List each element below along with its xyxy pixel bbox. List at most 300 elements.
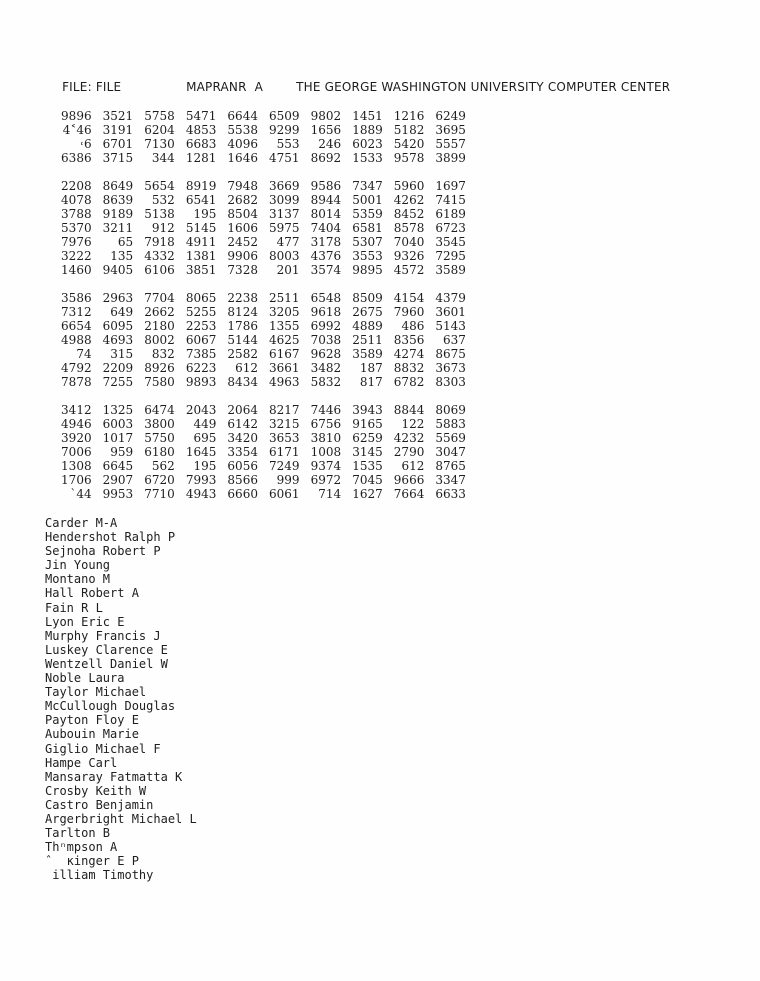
number-cell: 6003	[102, 417, 134, 431]
number-cell: 7312	[61, 305, 92, 319]
name-entry: Argerbright Michael L	[45, 811, 197, 826]
number-cell: 3178	[310, 235, 342, 249]
number-cell: 7404	[310, 221, 342, 235]
number-cell: 6023	[352, 137, 383, 151]
number-row	[50, 207, 466, 221]
number-cell: 3545	[435, 235, 466, 249]
number-cell: 9578	[393, 151, 425, 165]
name-entry: Jin Young	[45, 558, 111, 573]
name-entry: Fain R L	[45, 600, 103, 615]
name-entry: Thⁿmpson A	[45, 840, 118, 855]
number-blocks	[50, 109, 466, 515]
number-cell: 8069	[435, 403, 466, 417]
number-cell: 5975	[269, 221, 300, 235]
number-block	[50, 109, 466, 165]
number-cell: 9953	[102, 487, 134, 501]
number-cell: 5420	[393, 137, 425, 151]
number-cell: 714	[318, 487, 342, 501]
number-cell: 817	[359, 375, 383, 389]
name-entry: Carder M-A	[45, 516, 118, 530]
number-cell: 8014	[310, 207, 342, 221]
number-cell: 8578	[393, 221, 425, 235]
number-cell: 6180	[144, 445, 175, 459]
number-cell: 3553	[352, 249, 383, 263]
number-cell: 8303	[435, 375, 466, 389]
number-cell: 637	[443, 333, 466, 347]
number-cell: 5001	[352, 193, 383, 207]
number-cell: 7038	[310, 333, 342, 347]
number-row	[50, 375, 466, 389]
number-cell: 7040	[393, 235, 425, 249]
number-cell: 8944	[310, 193, 342, 207]
name-entry: Wentzell Daniel W	[45, 656, 168, 671]
name-entry: Tarlton B	[45, 826, 111, 841]
number-cell: 1889	[352, 123, 383, 137]
number-cell: 8692	[310, 151, 342, 165]
number-row	[50, 193, 466, 207]
number-cell: 1627	[352, 487, 383, 501]
number-cell: 5182	[393, 123, 425, 137]
number-cell: 7006	[61, 445, 92, 459]
number-cell: 832	[151, 347, 175, 361]
number-cell: 6548	[310, 291, 342, 305]
name-entry: Luskey Clarence E	[45, 642, 168, 657]
name-entry: Hampe Carl	[45, 755, 118, 770]
number-cell: 65	[117, 235, 134, 249]
number-cell: 695	[193, 431, 217, 445]
number-cell: 8124	[227, 305, 258, 319]
number-cell: 6171	[269, 445, 300, 459]
number-row	[50, 333, 466, 347]
number-cell: 3695	[435, 123, 466, 137]
number-cell: 187	[359, 361, 383, 375]
number-cell: 4625	[269, 333, 300, 347]
number-cell: 7976	[61, 235, 92, 249]
number-cell: 7664	[393, 487, 425, 501]
number-cell: 9628	[310, 347, 342, 361]
number-cell: 195	[193, 207, 217, 221]
number-cell: 1645	[185, 445, 217, 459]
number-cell: 6756	[310, 417, 342, 431]
number-row	[50, 151, 466, 165]
printout-header	[46, 66, 670, 108]
number-cell: 3412	[61, 403, 92, 417]
number-cell: 4943	[185, 487, 217, 501]
number-cell: 3482	[310, 361, 342, 375]
number-cell: 3211	[102, 221, 134, 235]
number-cell: 3715	[102, 151, 134, 165]
name-entry: Castro Benjamin	[45, 797, 154, 812]
number-cell: 3347	[435, 473, 466, 487]
number-cell: 5138	[144, 207, 175, 221]
number-cell: 2582	[227, 347, 258, 361]
number-cell: 3589	[435, 263, 466, 277]
number-cell: 8002	[144, 333, 175, 347]
number-cell: 6581	[352, 221, 383, 235]
number-cell: 6095	[102, 319, 134, 333]
number-cell: 4988	[61, 333, 92, 347]
number-row	[50, 291, 466, 305]
number-cell: 8356	[393, 333, 425, 347]
number-cell: 2907	[102, 473, 134, 487]
number-cell: 6189	[435, 207, 466, 221]
number-cell: 612	[401, 459, 425, 473]
name-entry: Aubouin Marie	[45, 727, 139, 742]
number-cell: 9895	[352, 263, 383, 277]
number-cell: 9326	[393, 249, 425, 263]
number-row	[50, 263, 466, 277]
number-cell: 562	[151, 459, 175, 473]
number-cell: 7130	[144, 137, 175, 151]
number-cell: 9666	[393, 473, 425, 487]
number-cell: 3899	[435, 151, 466, 165]
number-cell: 1786	[227, 319, 258, 333]
number-cell: 2511	[269, 291, 300, 305]
number-cell: 2963	[102, 291, 134, 305]
number-cell: 6061	[269, 487, 300, 501]
number-cell: 6167	[269, 347, 300, 361]
name-entry: Giglio Michael F	[45, 741, 161, 756]
number-cell: 3673	[435, 361, 466, 375]
number-cell: 6056	[227, 459, 258, 473]
number-cell: 8003	[269, 249, 300, 263]
name-entry: Montano M	[45, 572, 111, 587]
number-cell: 2209	[102, 361, 134, 375]
name-entry: Crosby Keith W	[45, 783, 147, 798]
number-cell: 5750	[144, 431, 175, 445]
number-cell: 1533	[352, 151, 383, 165]
number-cell: 7328	[227, 263, 258, 277]
number-cell: ˋ44	[70, 487, 92, 501]
number-cell: 8765	[435, 459, 466, 473]
number-cell: 5569	[435, 431, 466, 445]
name-entry: ˆ κinger E P	[45, 854, 139, 869]
number-cell: 5883	[435, 417, 466, 431]
number-cell: 4963	[269, 375, 300, 389]
number-cell: 135	[110, 249, 134, 263]
number-row	[50, 137, 466, 151]
number-row	[50, 417, 466, 431]
number-cell: 2662	[144, 305, 175, 319]
number-cell: 3099	[269, 193, 300, 207]
number-cell: 3420	[227, 431, 258, 445]
number-cell: 4889	[352, 319, 383, 333]
number-cell: 5832	[310, 375, 342, 389]
number-cell: 4911	[185, 235, 217, 249]
number-cell: 6992	[310, 319, 342, 333]
number-cell: 1355	[269, 319, 300, 333]
number-row	[50, 221, 466, 235]
header-organization: THE GEORGE WASHINGTON UNIVERSITY COMPUTER CENTER	[296, 80, 671, 94]
number-cell: 2043	[185, 403, 217, 417]
number-cell: 6654	[61, 319, 92, 333]
number-cell: 2511	[352, 333, 383, 347]
number-cell: 4946	[61, 417, 92, 431]
number-cell: 2253	[185, 319, 217, 333]
number-cell: 1451	[352, 109, 383, 123]
number-row	[50, 305, 466, 319]
number-cell: 959	[110, 445, 134, 459]
number-cell: 3521	[102, 109, 134, 123]
number-row	[50, 473, 466, 487]
name-entry: Noble Laura	[45, 671, 125, 686]
number-cell: 2238	[227, 291, 258, 305]
number-cell: 612	[235, 361, 258, 375]
number-cell: 195	[193, 459, 217, 473]
number-cell: 3586	[61, 291, 92, 305]
number-cell: 3669	[269, 179, 300, 193]
number-cell: 4232	[393, 431, 425, 445]
number-cell: 6660	[227, 487, 258, 501]
number-cell: 4376	[310, 249, 342, 263]
number-cell: 7255	[102, 375, 134, 389]
number-cell: 7415	[435, 193, 466, 207]
number-cell: 449	[193, 417, 217, 431]
number-cell: 1008	[310, 445, 342, 459]
number-cell: 1706	[61, 473, 92, 487]
number-cell: 9618	[310, 305, 342, 319]
name-list	[45, 516, 197, 882]
number-cell: 8434	[227, 375, 258, 389]
number-row	[50, 459, 466, 473]
number-cell: 5370	[61, 221, 92, 235]
number-cell: 6223	[185, 361, 217, 375]
number-cell: 7918	[144, 235, 175, 249]
number-cell: 4274	[393, 347, 425, 361]
number-cell: 9586	[310, 179, 342, 193]
number-cell: 3851	[185, 263, 217, 277]
number-cell: 4096	[227, 137, 258, 151]
number-cell: 4751	[269, 151, 300, 165]
number-cell: 3215	[269, 417, 300, 431]
number-cell: 7295	[435, 249, 466, 263]
number-cell: 7960	[393, 305, 425, 319]
number-row	[50, 431, 466, 445]
name-entry: McCullough Douglas	[45, 699, 176, 714]
number-cell: 2790	[393, 445, 425, 459]
number-cell: 7878	[61, 375, 92, 389]
name-entry: Mansaray Fatmatta K	[45, 769, 183, 784]
number-cell: 1281	[185, 151, 217, 165]
number-cell: 344	[151, 151, 175, 165]
number-row	[50, 123, 466, 137]
number-cell: 5471	[185, 109, 217, 123]
number-cell: 4853	[185, 123, 217, 137]
number-cell: 8844	[393, 403, 425, 417]
number-cell: 553	[276, 137, 300, 151]
number-cell: 9165	[352, 417, 383, 431]
number-cell: 8639	[102, 193, 134, 207]
number-cell: 8926	[144, 361, 175, 375]
number-cell: 8675	[435, 347, 466, 361]
number-cell: 6067	[185, 333, 217, 347]
number-cell: 9189	[102, 207, 134, 221]
number-cell: 3653	[269, 431, 300, 445]
number-row	[50, 487, 466, 501]
number-cell: 3920	[61, 431, 92, 445]
number-cell: 6386	[61, 151, 92, 165]
number-cell: 9374	[310, 459, 342, 473]
number-cell: 246	[318, 137, 342, 151]
number-cell: 4792	[61, 361, 92, 375]
number-cell: 8919	[185, 179, 217, 193]
number-cell: 5654	[144, 179, 175, 193]
number-cell: 5307	[352, 235, 383, 249]
number-cell: 1017	[102, 431, 134, 445]
number-cell: 9896	[61, 109, 92, 123]
number-cell: 6644	[227, 109, 258, 123]
number-cell: 3222	[61, 249, 92, 263]
number-block	[50, 179, 466, 277]
number-cell: 1697	[435, 179, 466, 193]
number-block	[50, 291, 466, 389]
number-cell: 3788	[61, 207, 92, 221]
name-entry: Sejnoha Robert P	[45, 544, 161, 559]
number-cell: 477	[276, 235, 300, 249]
number-cell: 6683	[185, 137, 217, 151]
number-cell: 8065	[185, 291, 217, 305]
number-cell: 5144	[227, 333, 258, 347]
name-entry: illiam Timothy	[45, 868, 154, 883]
number-cell: 9405	[102, 263, 134, 277]
number-cell: 5255	[185, 305, 217, 319]
number-cell: 122	[401, 417, 425, 431]
number-cell: 7446	[310, 403, 342, 417]
number-cell: 7249	[269, 459, 300, 473]
name-entry: Taylor Michael	[45, 685, 147, 700]
number-cell: 7710	[144, 487, 175, 501]
number-cell: 1656	[310, 123, 342, 137]
number-cell: 3601	[435, 305, 466, 319]
number-row	[50, 249, 466, 263]
number-cell: 8649	[102, 179, 134, 193]
number-cell: 1325	[102, 403, 134, 417]
number-cell: 3589	[352, 347, 383, 361]
number-row	[50, 403, 466, 417]
number-cell: 1308	[61, 459, 92, 473]
name-entry: Murphy Francis J	[45, 628, 161, 643]
number-cell: 6701	[102, 137, 134, 151]
number-cell: 6509	[269, 109, 300, 123]
header-program-name: MAPRANR A	[186, 80, 264, 94]
number-cell: 1646	[227, 151, 258, 165]
number-cell: ˓6	[80, 137, 92, 151]
number-cell: 3145	[352, 445, 383, 459]
number-cell: 1216	[393, 109, 425, 123]
number-cell: 9893	[185, 375, 217, 389]
number-cell: 4262	[393, 193, 425, 207]
number-cell: 7347	[352, 179, 383, 193]
number-cell: 4332	[144, 249, 175, 263]
number-cell: 1460	[61, 263, 92, 277]
number-cell: 315	[110, 347, 134, 361]
number-cell: 5758	[144, 109, 175, 123]
number-cell: 2452	[227, 235, 258, 249]
number-cell: 5143	[435, 319, 466, 333]
number-cell: 7948	[227, 179, 258, 193]
number-cell: 4572	[393, 263, 425, 277]
number-row	[50, 179, 466, 193]
number-row	[50, 361, 466, 375]
name-entry: Payton Floy E	[45, 713, 139, 728]
number-row	[50, 109, 466, 123]
number-cell: 649	[110, 305, 134, 319]
number-cell: 3354	[227, 445, 258, 459]
number-cell: 9906	[227, 249, 258, 263]
name-entry: Hendershot Ralph P	[45, 530, 176, 545]
number-cell: 6249	[435, 109, 466, 123]
number-cell: 3810	[310, 431, 342, 445]
number-cell: 2675	[352, 305, 383, 319]
number-cell: 8566	[227, 473, 258, 487]
number-cell: 3191	[102, 123, 134, 137]
number-cell: 999	[276, 473, 300, 487]
number-cell: 6782	[393, 375, 425, 389]
number-cell: 3137	[269, 207, 300, 221]
number-cell: 8217	[269, 403, 300, 417]
number-cell: 1381	[185, 249, 217, 263]
number-cell: 4154	[393, 291, 425, 305]
number-cell: 2180	[144, 319, 175, 333]
number-row	[50, 235, 466, 249]
number-cell: 74	[76, 347, 92, 361]
number-block	[50, 403, 466, 501]
number-cell: 1606	[227, 221, 258, 235]
number-cell: 9802	[310, 109, 342, 123]
number-cell: 4693	[102, 333, 134, 347]
number-cell: 1535	[352, 459, 383, 473]
number-cell: 4379	[435, 291, 466, 305]
number-cell: 3943	[352, 403, 383, 417]
number-cell: 9299	[269, 123, 300, 137]
number-cell: 6723	[435, 221, 466, 235]
number-cell: 5145	[185, 221, 217, 235]
number-cell: 4˂46	[62, 123, 92, 137]
number-cell: 6541	[185, 193, 217, 207]
number-cell: 6972	[310, 473, 342, 487]
number-cell: 7704	[144, 291, 175, 305]
number-row	[50, 347, 466, 361]
number-cell: 6633	[435, 487, 466, 501]
number-cell: 6142	[227, 417, 258, 431]
number-cell: 532	[151, 193, 175, 207]
number-cell: 6106	[144, 263, 175, 277]
number-cell: 6474	[144, 403, 175, 417]
number-cell: 3574	[310, 263, 342, 277]
number-cell: 5960	[393, 179, 425, 193]
name-entry: Lyon Eric E	[45, 614, 125, 629]
number-row	[50, 445, 466, 459]
number-cell: 7993	[185, 473, 217, 487]
number-cell: 2208	[61, 179, 92, 193]
number-cell: 7045	[352, 473, 383, 487]
number-cell: 8509	[352, 291, 383, 305]
name-entry: Hall Robert A	[45, 586, 139, 601]
number-cell: 7580	[144, 375, 175, 389]
number-cell: 4078	[61, 193, 92, 207]
number-cell: 8504	[227, 207, 258, 221]
number-cell: 2064	[227, 403, 258, 417]
number-cell: 912	[151, 221, 175, 235]
number-row	[50, 319, 466, 333]
number-cell: 6204	[144, 123, 175, 137]
number-cell: 2682	[227, 193, 258, 207]
number-cell: 8452	[393, 207, 425, 221]
number-cell: 6645	[102, 459, 134, 473]
number-cell: 5557	[435, 137, 466, 151]
number-cell: 201	[276, 263, 300, 277]
number-cell: 6259	[352, 431, 383, 445]
